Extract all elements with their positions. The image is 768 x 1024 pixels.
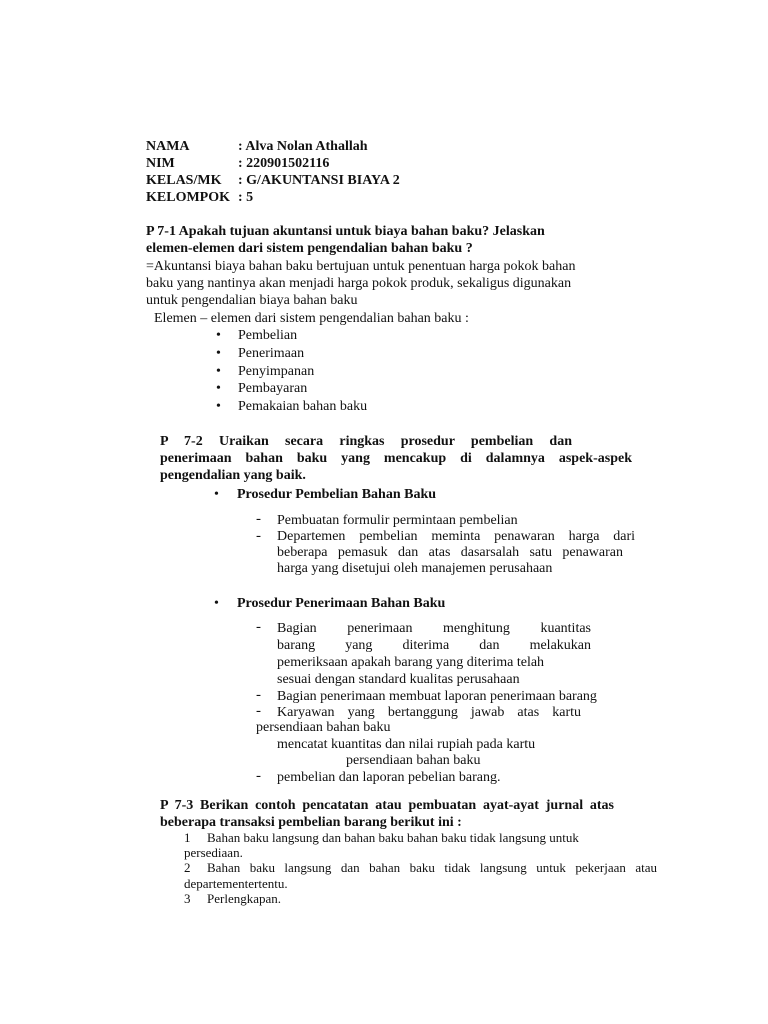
kelompok-value: : 5 <box>238 190 254 205</box>
bullet-icon: • <box>216 399 221 414</box>
dash-icon: - <box>256 768 261 784</box>
p73-question-line1: P 7-3 Berikan contoh pencatatan atau pembuatan ayat-ayat jurnal atas <box>160 798 614 813</box>
bullet-icon: • <box>216 364 221 379</box>
dash-icon: - <box>256 687 261 703</box>
p73-item-text: Perlengkapan. <box>207 891 282 906</box>
p71-answer-line2: baku yang nantinya akan menjadi harga pokok produk, sekaligus digunakan <box>146 276 572 291</box>
kelas-label: KELAS/MK <box>146 173 222 188</box>
p72-question-line1: P 7-2 Uraikan secara ringkas prosedur pembelian dan <box>160 434 572 449</box>
dash-icon: - <box>256 528 261 544</box>
p72-penerimaan-step-cont: persendiaan bahan baku <box>346 753 481 768</box>
p72-question-line3: pengendalian yang baik. <box>160 468 306 483</box>
p73-item-number: 2 <box>184 860 191 875</box>
p71-element-item: Penerimaan <box>238 346 305 361</box>
p73-item-text-cont: departementertentu. <box>184 876 288 891</box>
bullet-icon: • <box>214 596 219 611</box>
kelas-value: : G/AKUNTANSI BIAYA 2 <box>238 173 400 188</box>
p72-penerimaan-step-cont: pemeriksaan apakah barang yang diterima telah <box>277 655 545 670</box>
p71-elements-intro: Elemen – elemen dari sistem pengendalian bahan baku : <box>154 311 469 326</box>
p71-answer-line1: =Akuntansi biaya bahan baku bertujuan untuk penentuan harga pokok bahan <box>146 259 576 274</box>
nim-value: : 220901502116 <box>238 156 330 171</box>
p73-item-text: Bahan baku langsung dan bahan baku tidak langsung untuk pekerjaan atau <box>207 860 657 875</box>
p73-item-number: 3 <box>184 891 191 906</box>
p72-question-line2: penerimaan bahan baku yang mencakup di dalamnya aspek-aspek <box>160 451 632 466</box>
bullet-icon: • <box>216 346 221 361</box>
p72-penerimaan-step-cont: mencatat kuantitas dan nilai rupiah pada kartu <box>277 737 536 752</box>
bullet-icon: • <box>214 487 219 502</box>
p71-element-item: Pembayaran <box>238 381 308 396</box>
kelompok-label: KELOMPOK <box>146 190 230 205</box>
p72-penerimaan-step: Bagian penerimaan menghitung kuantitas <box>277 621 591 636</box>
dash-icon: - <box>256 619 261 635</box>
p72-penerimaan-step-cont: persendiaan bahan baku <box>256 720 391 735</box>
p72-pembelian-title: Prosedur Pembelian Bahan Baku <box>237 487 437 502</box>
bullet-icon: • <box>216 328 221 343</box>
p72-pembelian-step-cont: beberapa pemasuk dan atas dasarsalah satu penawaran <box>277 545 623 560</box>
p72-pembelian-step: Departemen pembelian meminta penawaran harga dari <box>277 529 635 544</box>
p71-question-line2: elemen-elemen dari sistem pengendalian bahan baku ? <box>146 241 473 256</box>
p72-penerimaan-step: Bagian penerimaan membuat laporan penerimaan barang <box>277 689 597 704</box>
p73-item-text-cont: persediaan. <box>184 845 243 860</box>
nama-value: : Alva Nolan Athallah <box>238 139 368 154</box>
p72-penerimaan-title: Prosedur Penerimaan Bahan Baku <box>237 596 446 611</box>
p72-penerimaan-step: pembelian dan laporan pebelian barang. <box>277 770 501 785</box>
p72-pembelian-step-cont: harga yang disetujui oleh manajemen perusahaan <box>277 561 553 576</box>
p71-element-item: Penyimpanan <box>238 364 315 379</box>
p71-question-line1: P 7-1 Apakah tujuan akuntansi untuk biaya bahan baku? Jelaskan <box>146 224 545 239</box>
p71-answer-line3: untuk pengendalian biaya bahan baku <box>146 293 358 308</box>
p72-penerimaan-step: Karyawan yang bertanggung jawab atas kartu <box>277 705 581 720</box>
p73-item-number: 1 <box>184 830 191 845</box>
nama-label: NAMA <box>146 139 190 154</box>
p71-element-item: Pemakaian bahan baku <box>238 399 368 414</box>
p71-element-item: Pembelian <box>238 328 298 343</box>
p73-question-line2: beberapa transaksi pembelian barang berikut ini : <box>160 815 462 830</box>
bullet-icon: • <box>216 381 221 396</box>
p72-pembelian-step: Pembuatan formulir permintaan pembelian <box>277 513 518 528</box>
dash-icon: - <box>256 511 261 527</box>
p73-item-text: Bahan baku langsung dan bahan baku bahan baku tidak langsung untuk <box>207 830 579 845</box>
dash-icon: - <box>256 703 261 719</box>
nim-label: NIM <box>146 156 175 171</box>
p72-penerimaan-step-cont: sesuai dengan standard kualitas perusahaan <box>277 672 520 687</box>
p72-penerimaan-step-cont: barang yang diterima dan melakukan <box>277 638 591 653</box>
